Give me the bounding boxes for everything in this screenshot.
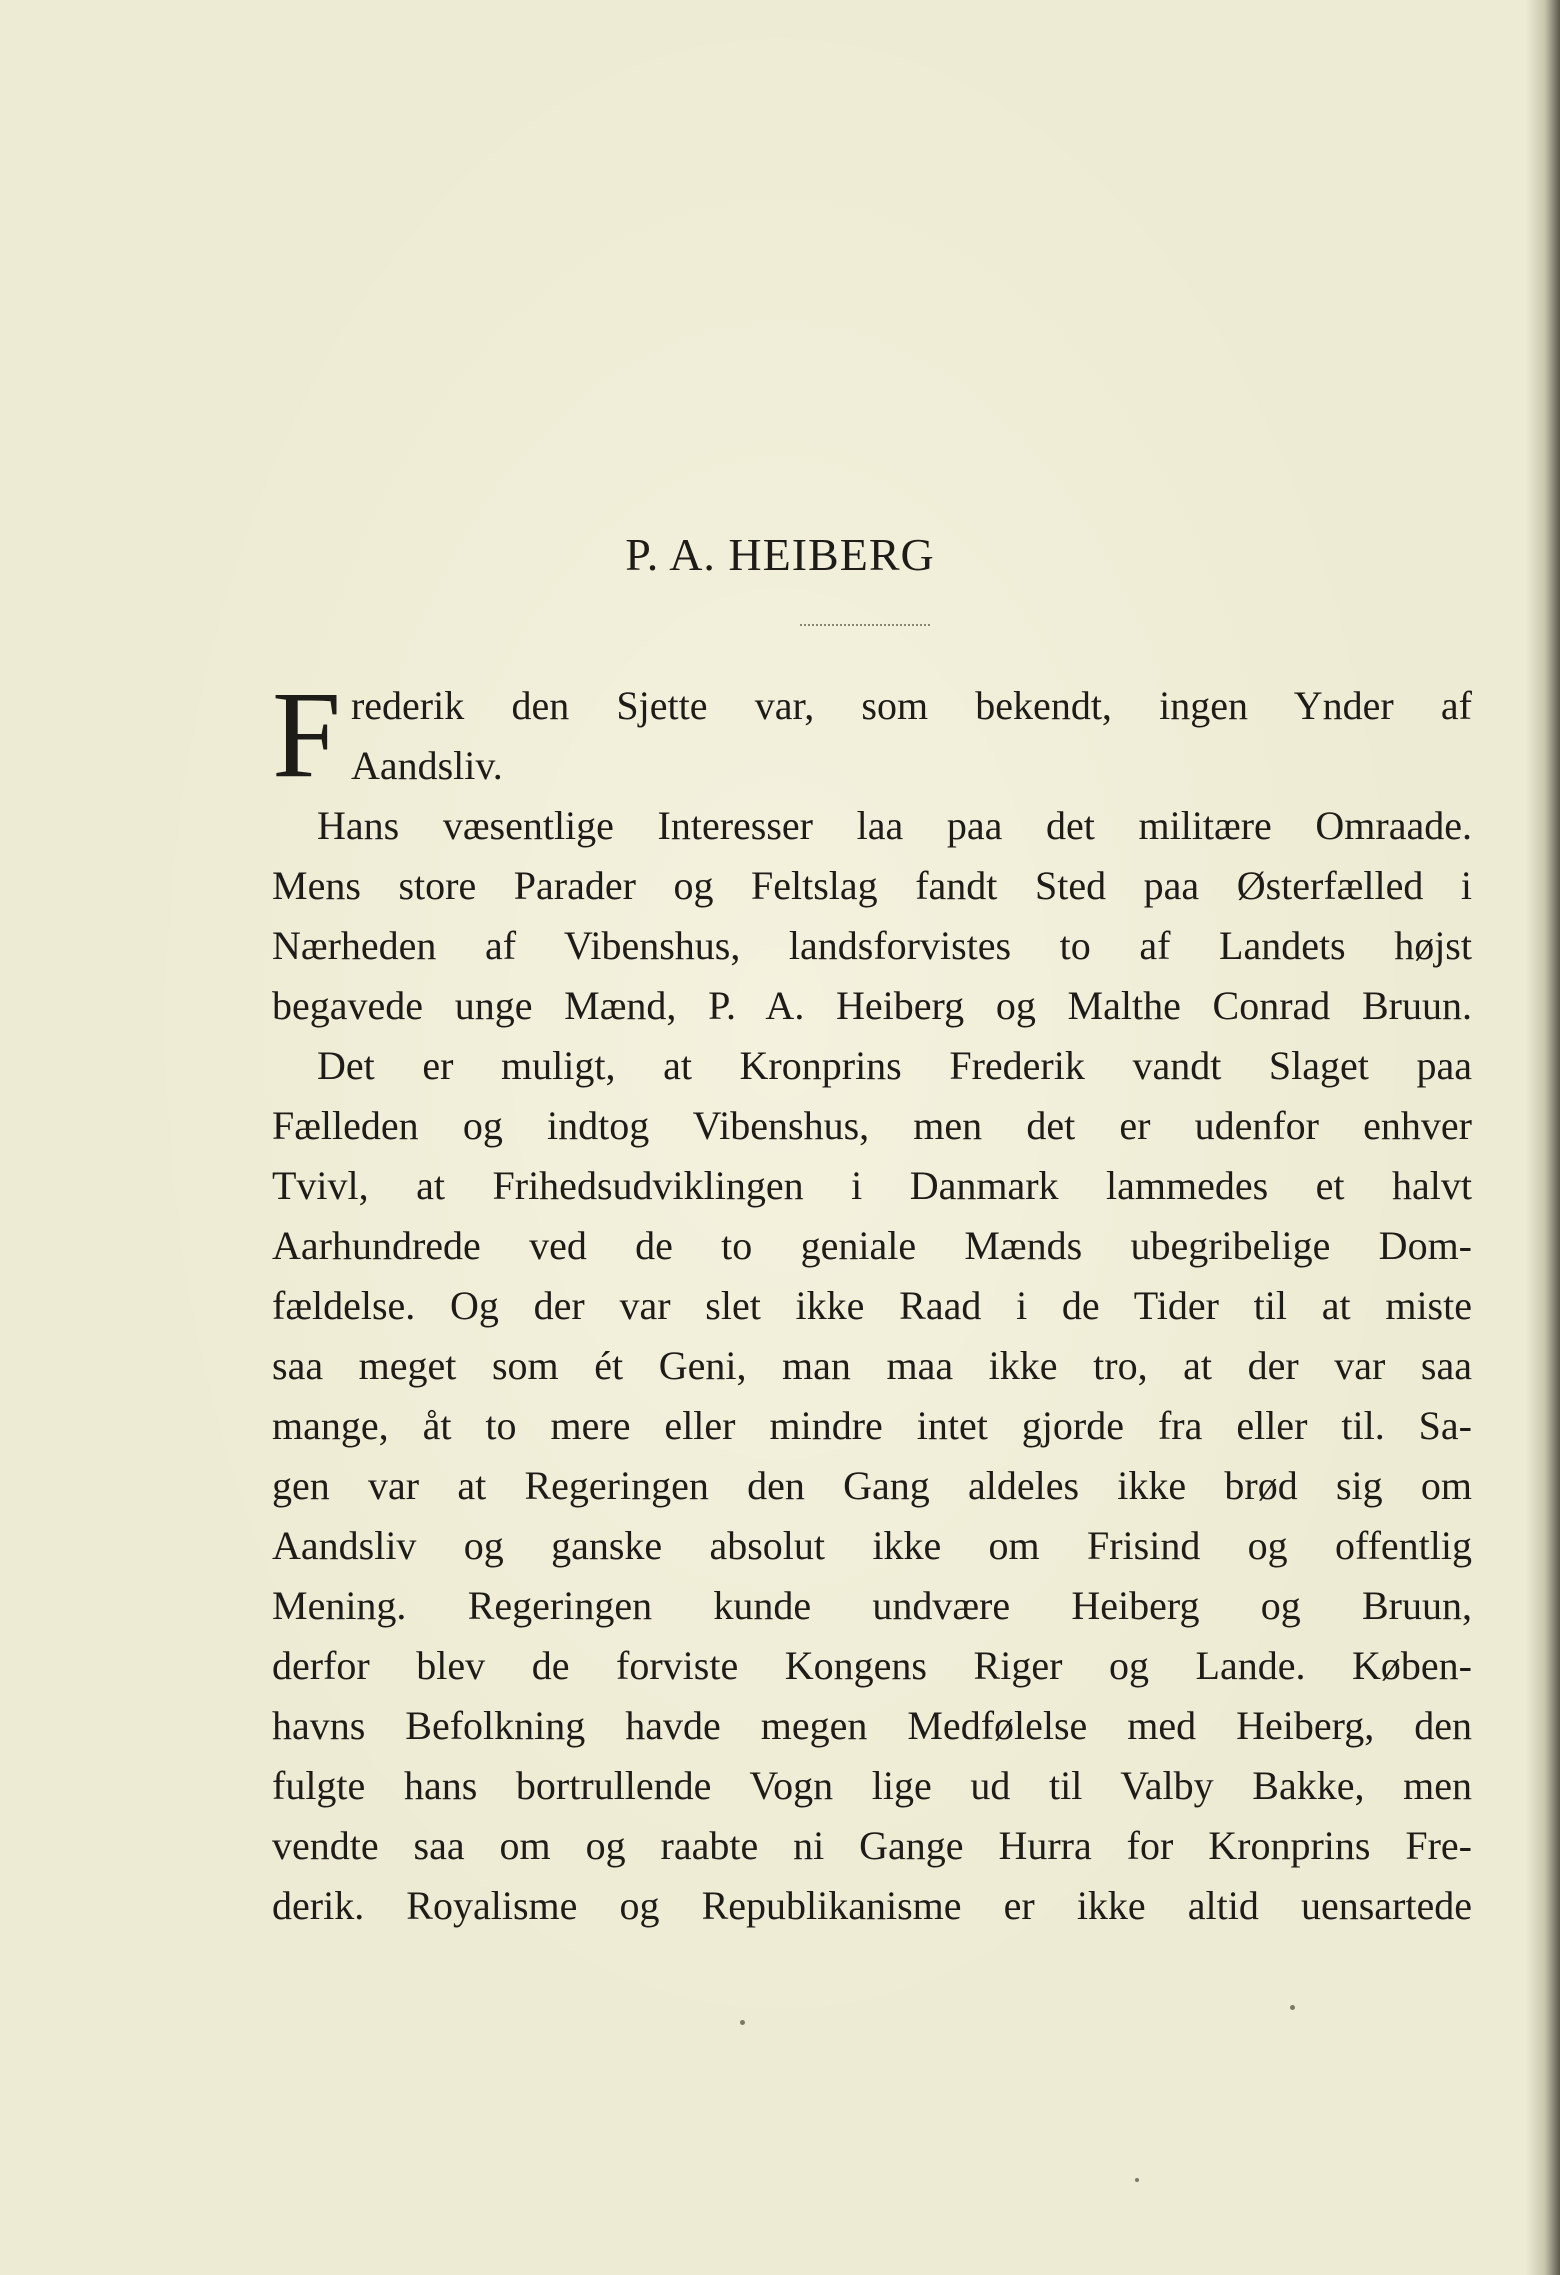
paragraph-2 [272, 796, 1472, 1036]
text-line: derfor blev de forviste Kongens Riger og Lande. Køben- [272, 1643, 1472, 1688]
text-line: gen var at Regeringen den Gang aldeles ikke brød sig om [272, 1463, 1472, 1508]
text-line: fældelse. Og der var slet ikke Raad i de Tider til at miste [272, 1283, 1472, 1328]
text-line: havns Befolkning havde megen Medfølelse med Heiberg, den [272, 1703, 1472, 1748]
text-line: Mens store Parader og Feltslag fandt Sted paa Østerfælled i [272, 863, 1472, 908]
body-text [272, 666, 1472, 1936]
text-line: vendte saa om og raabte ni Gange Hurra for Kronprins Fre- [272, 1823, 1472, 1868]
chapter-title: P. A. HEIBERG [625, 529, 935, 580]
page-edge-shadow [1526, 0, 1560, 2275]
text-line: Aandsliv og ganske absolut ikke om Frisind og offentlig [272, 1523, 1472, 1568]
paper-speck [1290, 2005, 1295, 2010]
text-line: Tvivl, at Frihedsudviklingen i Danmark lammedes et halvt [272, 1163, 1472, 1208]
text-line: Nærheden af Vibenshus, landsforvistes to af Landets højst [272, 923, 1472, 968]
text-line: Det er muligt, at Kronprins Frederik vandt Slaget paa [317, 1043, 1472, 1088]
paper-speck [740, 2020, 745, 2025]
opening-line-2: Aandsliv. [350, 743, 503, 788]
text-line: mange, åt to mere eller mindre intet gjorde fra eller til. Sa- [272, 1403, 1472, 1448]
text-line: Aarhundrede ved de to geniale Mænds ubegribelige Dom- [272, 1223, 1472, 1268]
text-line: begavede unge Mænd, P. A. Heiberg og Malthe Conrad Bruun. [272, 983, 1472, 1028]
opening-paragraph [272, 666, 1472, 803]
text-line: Mening. Regeringen kunde undvære Heiberg og Bruun, [272, 1583, 1472, 1628]
drop-cap: F [272, 666, 341, 803]
text-line: Hans væsentlige Interesser laa paa det militære Omraade. [317, 803, 1472, 848]
opening-line-1: rederik den Sjette var, som bekendt, ingen Ynder af [350, 683, 1472, 728]
paragraph-3 [272, 1036, 1472, 1936]
paper-speck [1135, 2178, 1139, 2182]
text-line: derik. Royalisme og Republikanisme er ikke altid uensartede [272, 1883, 1472, 1928]
text-line: Fælleden og indtog Vibenshus, men det er udenfor enhver [272, 1103, 1472, 1148]
text-line: fulgte hans bortrullende Vogn lige ud til Valby Bakke, men [272, 1763, 1472, 1808]
text-line: saa meget som ét Geni, man maa ikke tro, at der var saa [272, 1343, 1472, 1388]
title-ornament-rule [800, 624, 930, 626]
